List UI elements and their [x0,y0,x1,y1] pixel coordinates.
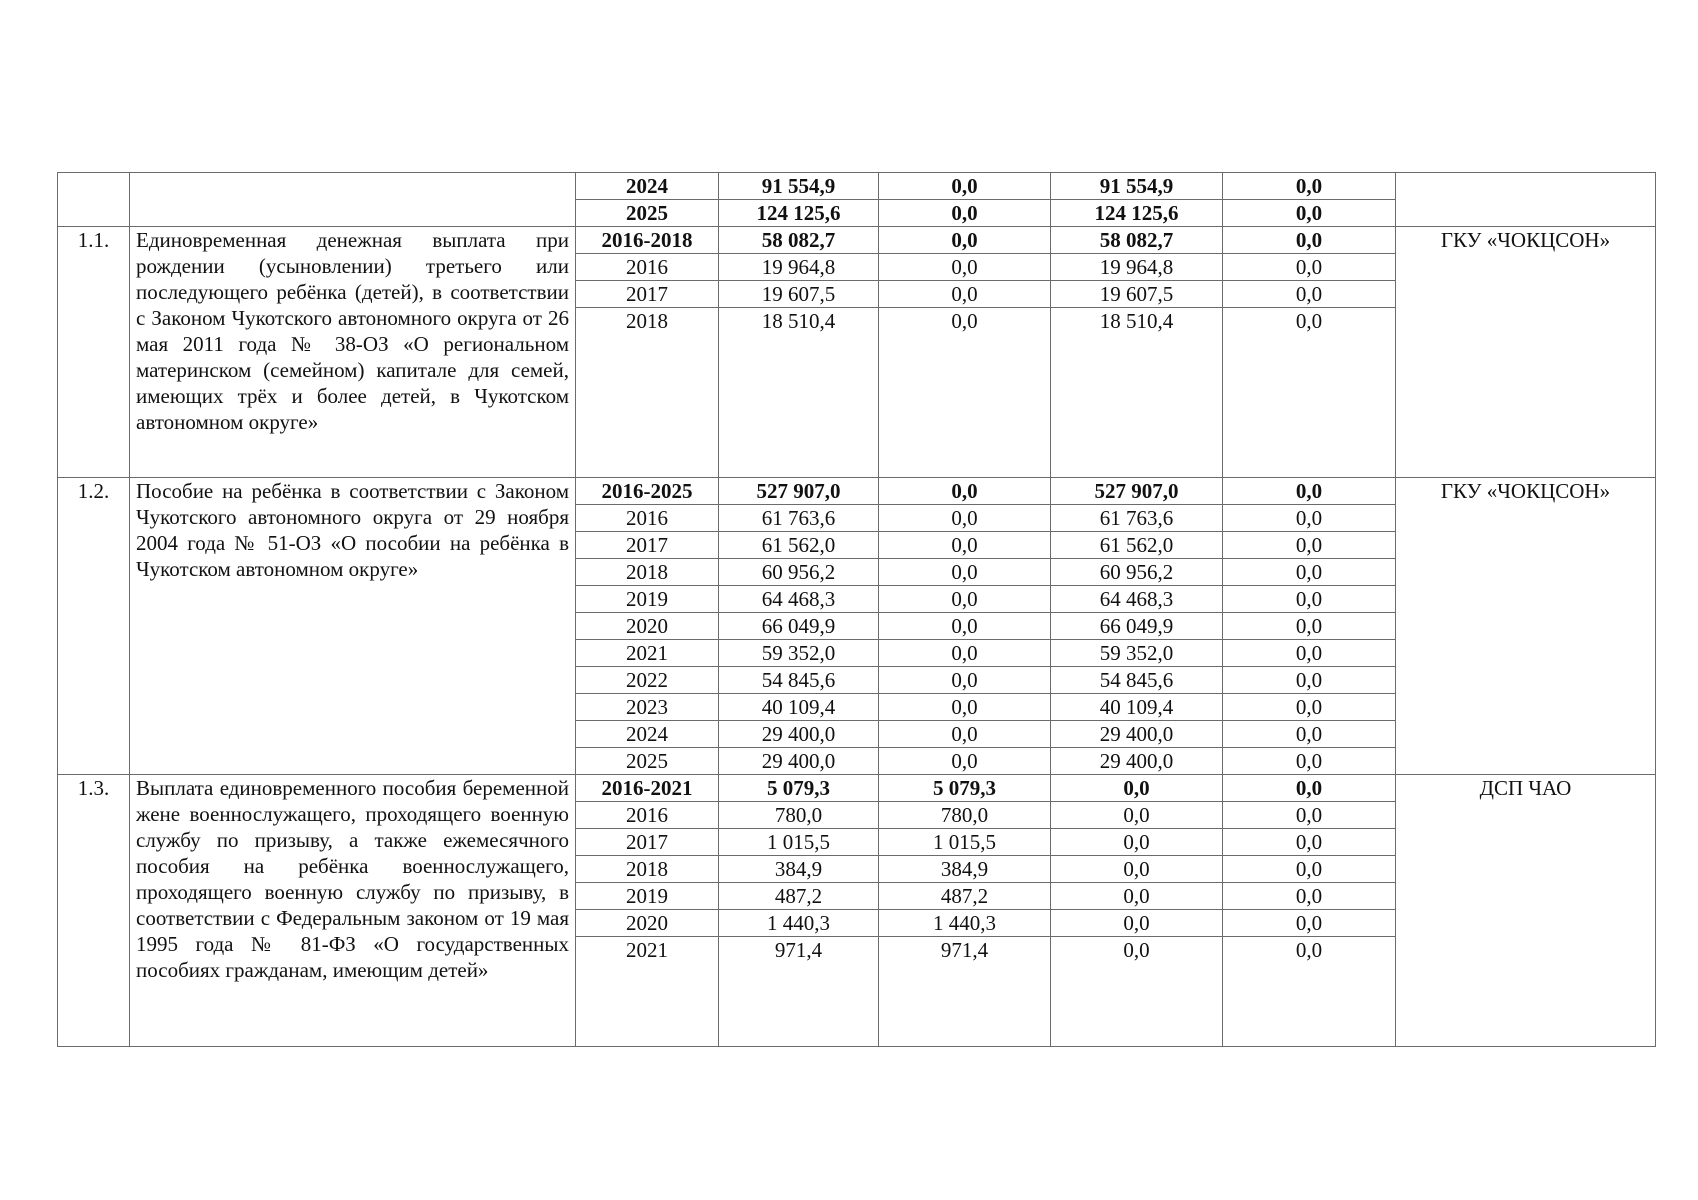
regional-cell: 527 907,0 [1051,478,1223,505]
other-cell: 0,0 [1223,667,1396,694]
year-cell: 2018 [576,308,719,478]
year-cell: 2018 [576,856,719,883]
other-cell: 0,0 [1223,829,1396,856]
regional-cell: 19 964,8 [1051,254,1223,281]
item-block-1-1 [58,227,1656,478]
item-block-1-2 [58,478,1656,775]
total-cell: 29 400,0 [719,721,879,748]
year-cell: 2017 [576,532,719,559]
other-cell: 0,0 [1223,937,1396,1047]
item-name-cell [130,173,576,227]
total-cell: 19 607,5 [719,281,879,308]
other-cell: 0,0 [1223,856,1396,883]
other-cell: 0,0 [1223,200,1396,227]
regional-cell: 59 352,0 [1051,640,1223,667]
total-cell: 29 400,0 [719,748,879,775]
item-number-cell: 1.2. [58,478,130,775]
regional-cell: 40 109,4 [1051,694,1223,721]
total-cell: 487,2 [719,883,879,910]
federal-cell: 0,0 [879,281,1051,308]
other-cell: 0,0 [1223,721,1396,748]
continuation-block [58,173,1656,227]
executor-cell [1396,173,1656,227]
federal-cell: 0,0 [879,667,1051,694]
total-cell: 5 079,3 [719,775,879,802]
item-number-cell: 1.3. [58,775,130,1047]
regional-cell: 0,0 [1051,937,1223,1047]
year-cell: 2022 [576,667,719,694]
year-cell: 2017 [576,829,719,856]
other-cell: 0,0 [1223,505,1396,532]
federal-cell: 0,0 [879,613,1051,640]
year-cell: 2016 [576,254,719,281]
year-cell: 2019 [576,586,719,613]
total-cell: 384,9 [719,856,879,883]
regional-cell: 54 845,6 [1051,667,1223,694]
other-cell: 0,0 [1223,910,1396,937]
total-cell: 1 015,5 [719,829,879,856]
regional-cell: 0,0 [1051,883,1223,910]
federal-cell: 0,0 [879,200,1051,227]
total-cell: 54 845,6 [719,667,879,694]
regional-cell: 58 082,7 [1051,227,1223,254]
table-row [58,478,1656,505]
regional-cell: 124 125,6 [1051,200,1223,227]
regional-cell: 66 049,9 [1051,613,1223,640]
regional-cell: 0,0 [1051,829,1223,856]
table-row [58,227,1656,254]
total-cell: 18 510,4 [719,308,879,478]
regional-cell: 61 562,0 [1051,532,1223,559]
regional-cell: 61 763,6 [1051,505,1223,532]
total-cell: 1 440,3 [719,910,879,937]
year-cell: 2025 [576,200,719,227]
table-row [58,775,1656,802]
federal-cell: 1 440,3 [879,910,1051,937]
year-cell: 2020 [576,910,719,937]
other-cell: 0,0 [1223,173,1396,200]
total-cell: 780,0 [719,802,879,829]
federal-cell: 0,0 [879,559,1051,586]
year-cell: 2023 [576,694,719,721]
regional-cell: 0,0 [1051,910,1223,937]
federal-cell: 0,0 [879,721,1051,748]
regional-cell: 18 510,4 [1051,308,1223,478]
executor-cell: ДСП ЧАО [1396,775,1656,1047]
item-name-cell: Пособие на ребёнка в соответствии с Законом Чукотского автономного округа от 29 ноября 2004 года № 51-ОЗ «О пособии на ребёнка в Чукотском автономном округе» [130,478,576,775]
total-cell: 58 082,7 [719,227,879,254]
executor-cell: ГКУ «ЧОКЦСОН» [1396,227,1656,478]
regional-cell: 0,0 [1051,856,1223,883]
program-funding-table [57,172,1656,1047]
federal-cell: 1 015,5 [879,829,1051,856]
table-row [58,173,1656,200]
regional-cell: 29 400,0 [1051,748,1223,775]
federal-cell: 971,4 [879,937,1051,1047]
federal-cell: 780,0 [879,802,1051,829]
total-cell: 527 907,0 [719,478,879,505]
federal-cell: 0,0 [879,173,1051,200]
year-cell: 2020 [576,613,719,640]
federal-cell: 0,0 [879,505,1051,532]
federal-cell: 0,0 [879,227,1051,254]
total-cell: 971,4 [719,937,879,1047]
year-cell: 2016 [576,505,719,532]
federal-cell: 0,0 [879,694,1051,721]
other-cell: 0,0 [1223,802,1396,829]
other-cell: 0,0 [1223,227,1396,254]
other-cell: 0,0 [1223,640,1396,667]
total-cell: 91 554,9 [719,173,879,200]
year-cell: 2016-2018 [576,227,719,254]
total-cell: 124 125,6 [719,200,879,227]
other-cell: 0,0 [1223,478,1396,505]
regional-cell: 91 554,9 [1051,173,1223,200]
federal-cell: 384,9 [879,856,1051,883]
total-cell: 60 956,2 [719,559,879,586]
item-number-cell [58,173,130,227]
item-name-cell: Выплата единовременного пособия беременной жене военнослужащего, проходящего военную службу по призыву, а также ежемесячного пособия на ребёнка военнослужащего, проходящего военную службу по призыву, в соответствии с Федеральным законом от 19 мая 1995 года № 81-ФЗ «О государственных пособиях гражданам, имеющим детей» [130,775,576,1047]
federal-cell: 0,0 [879,478,1051,505]
other-cell: 0,0 [1223,254,1396,281]
year-cell: 2016-2021 [576,775,719,802]
year-cell: 2016-2025 [576,478,719,505]
regional-cell: 0,0 [1051,775,1223,802]
total-cell: 61 562,0 [719,532,879,559]
federal-cell: 0,0 [879,532,1051,559]
year-cell: 2024 [576,173,719,200]
total-cell: 59 352,0 [719,640,879,667]
other-cell: 0,0 [1223,308,1396,478]
federal-cell: 487,2 [879,883,1051,910]
other-cell: 0,0 [1223,883,1396,910]
item-number-cell: 1.1. [58,227,130,478]
other-cell: 0,0 [1223,586,1396,613]
item-block-1-3 [58,775,1656,1047]
total-cell: 61 763,6 [719,505,879,532]
year-cell: 2016 [576,802,719,829]
federal-cell: 0,0 [879,308,1051,478]
year-cell: 2024 [576,721,719,748]
other-cell: 0,0 [1223,748,1396,775]
other-cell: 0,0 [1223,281,1396,308]
federal-cell: 0,0 [879,586,1051,613]
total-cell: 66 049,9 [719,613,879,640]
total-cell: 64 468,3 [719,586,879,613]
federal-cell: 5 079,3 [879,775,1051,802]
federal-cell: 0,0 [879,748,1051,775]
regional-cell: 29 400,0 [1051,721,1223,748]
total-cell: 40 109,4 [719,694,879,721]
other-cell: 0,0 [1223,694,1396,721]
federal-cell: 0,0 [879,254,1051,281]
year-cell: 2021 [576,937,719,1047]
regional-cell: 64 468,3 [1051,586,1223,613]
other-cell: 0,0 [1223,613,1396,640]
year-cell: 2018 [576,559,719,586]
year-cell: 2025 [576,748,719,775]
other-cell: 0,0 [1223,532,1396,559]
executor-cell: ГКУ «ЧОКЦСОН» [1396,478,1656,775]
other-cell: 0,0 [1223,559,1396,586]
regional-cell: 60 956,2 [1051,559,1223,586]
year-cell: 2019 [576,883,719,910]
other-cell: 0,0 [1223,775,1396,802]
year-cell: 2021 [576,640,719,667]
regional-cell: 19 607,5 [1051,281,1223,308]
year-cell: 2017 [576,281,719,308]
total-cell: 19 964,8 [719,254,879,281]
federal-cell: 0,0 [879,640,1051,667]
regional-cell: 0,0 [1051,802,1223,829]
item-name-cell: Единовременная денежная выплата при рождении (усыновлении) третьего или последующего ребёнка (детей), в соответствии с Законом Чукотского автономного округа от 26 мая 2011 года № 38-ОЗ «О региональном материнском (семейном) капитале для семей, имеющих трёх и более детей, в Чукотском автономном округе» [130,227,576,478]
